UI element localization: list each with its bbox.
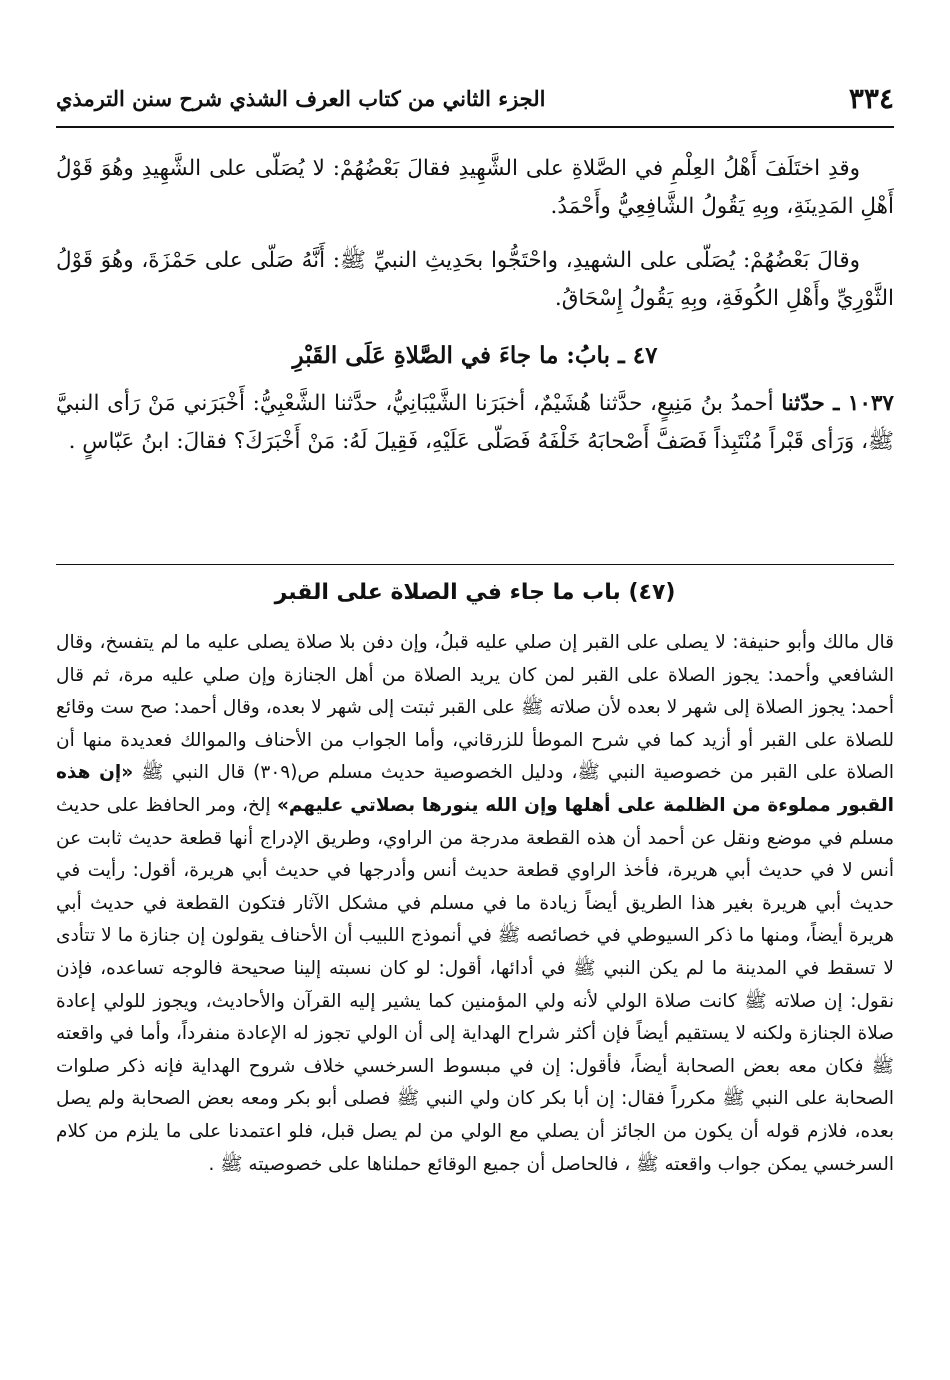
page-number: ٣٣٤	[848, 82, 894, 115]
hadith-body: أحمدُ بنُ مَنِيعٍ، حدَّثنا هُشَيْمٌ، أخبَرَنا الشَّيْبَانِيُّ، حدَّثنا الشَّعْبِيُّ: أَخْبَرَني مَنْ رَأى النبيَّ ﷺ، وَرَأى قَبْراً مُنْتَبِذاً فَصَفَّ أَصْحابَهُ خَلْفَهُ فَصَلّى عَلَيْهِ، فَقِيلَ لَهُ: مَنْ أَخْبَرَكَ؟ فقالَ: ابنُ عَبّاسٍ .	[56, 391, 894, 454]
hadith-paragraph-2: وقالَ بَعْضُهُمْ: يُصَلّى على الشهيدِ، واحْتَجُّوا بحَدِيثِ النبيِّ ﷺ: أَنَّهُ صَلّى على حَمْزَةَ، وهُوَ قَوْلُ الثَّوْرِيِّ وأَهْلِ الكُوفَةِ، وبِهِ يَقُولُ إِسْحَاقُ.	[56, 248, 894, 311]
bold-hadith-quote: «إن هذه القبور مملوءة من الظلمة على أهلها وإن الله ينورها بصلاتي عليهم»	[56, 762, 894, 816]
commentary-part-2: إلخ، ومر الحافظ على حديث مسلم في موضع ونقل عن أحمد أن هذه القطعة مدرجة من الراوي، وطريق الإدراج أنها قطعة حديث ثابت عن أنس لا في حديث أبي هريرة، فأخذ الراوي قطعة حديث أنس وأدرجها في حديث أبي هريرة، أقول: رأيت في حديث أبي هريرة بغير هذا الطريق أيضاً زيادة ما في مسلم في مشكل الآثار فتكون القطعة في حديث أبي هريرة أيضاً، ومنها ما ذكر السيوطي في خصائصه ﷺ في أنموذج اللبيب أن الأحناف يقولون إن جنازة ما لا تتأدى لا تسقط في المدينة ما لم يكن النبي ﷺ في أدائها، أقول: لو كان نسبته إلينا صحيحة فالوجه تساعده، فإذن نقول: إن صلاته ﷺ كانت صلاة الولي لأنه ولي المؤمنين كما يشير إليه القرآن والأحاديث، ويجوز للولي إعادة صلاة الجنازة ولكنه لا يستقيم أيضاً فإن أكثر شراح الهداية إلى أن الولي تجوز له الإعادة منفرداً، وأما في واقعته ﷺ فكان معه بعض الصحابة أيضاً، فأقول: إن في مبسوط السرخسي خلاف شروح الهداية فإنه ذكر صلوات الصحابة على النبي ﷺ مكرراً فقال: إن أبا بكر كان ولي النبي ﷺ فصلى أبو بكر ومعه بعض الصحابة ولم يصل بعده، فلازم قوله أن يكون من الجائز أن يصلي مع الولي من لم يصل قبل، فلو اعتمدنا على ما يلزم من كلام السرخسي يمكن جواب واقعته ﷺ ، فالحاصل أن جميع الوقائع حملناها على خصوصيته ﷺ .	[56, 794, 894, 1175]
hadith-number: ١٠٣٧ ـ حدّثنا	[781, 391, 894, 416]
commentary-section	[56, 580, 894, 1181]
hadith-section	[56, 150, 894, 461]
page-header	[56, 78, 894, 128]
section-divider	[56, 564, 894, 565]
chapter-heading: ٤٧ ـ بابُ: ما جاءَ في الصَّلاةِ عَلَى القَبْرِ	[292, 342, 658, 369]
commentary-part-1: قال مالك وأبو حنيفة: لا يصلى على القبر إن صلي عليه قبلُ، وإن دفن بلا صلاة يصلى عليه ما لم يتفسخ، وقال الشافعي وأحمد: يجوز الصلاة على القبر لمن كان يريد الصلاة من أهل الجنازة وإن صلي عليه مرة، ثم قال أحمد: يجوز الصلاة إلى شهر لا بعده لأن صلاته ﷺ على القبر ثبتت إلى شهر لا بعده، وقال أحمد: صح ست وقائع للصلاة على القبر أو أزيد كما في شرح الموطأ للزرقاني، وأما الجواب من الأحناف والموالك فعديدة منها أن الصلاة على القبر من خصوصية النبي ﷺ، ودليل الخصوصية حديث مسلم ص(٣٠٩) قال النبي ﷺ	[56, 632, 894, 784]
hadith-text	[56, 385, 894, 461]
running-title: الجزء الثاني من كتاب العرف الشذي شرح سنن الترمذي	[56, 86, 546, 111]
hadith-paragraph-1: وقدِ اختَلَفَ أَهْلُ العِلْمِ في الصَّلاةِ على الشَّهِيدِ فقالَ بَعْضُهُمْ: لا يُصَلّى على الشَّهِيدِ وهُوَ قَوْلُ أَهْلِ المَدِينَةِ، وبِهِ يَقُولُ الشَّافِعِيُّ وأَحْمَدُ.	[56, 156, 894, 219]
commentary-text	[56, 627, 894, 1181]
commentary-heading: (٤٧) باب ما جاء في الصلاة على القبر	[274, 580, 676, 605]
